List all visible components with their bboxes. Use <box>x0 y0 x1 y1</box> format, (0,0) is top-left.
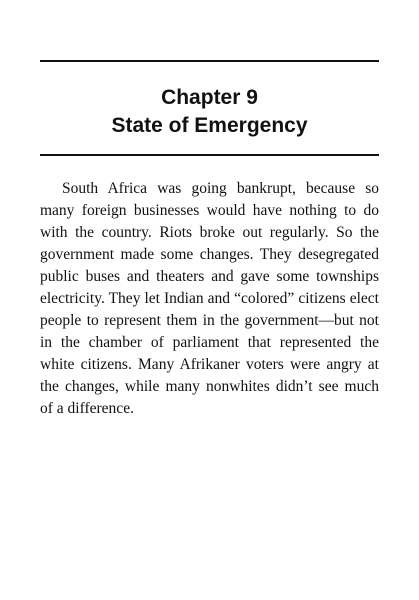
bottom-rule <box>40 154 379 156</box>
chapter-number: Chapter 9 <box>161 86 258 109</box>
top-rule <box>40 60 379 62</box>
body-paragraph: South Africa was going bankrupt, because so many foreign businesses would have nothing to do with the country. Riots broke out regularly. So the government made some changes. They desegregated public buses and theaters and gave some townships electricity. They let Indian and “colored” citizens elect people to represent them in the government—but not in the chamber of parliament that represented the white citizens. Many Afrikaner voters were angry at the changes, while many nonwhites didn’t see much of a difference. <box>40 180 379 417</box>
chapter-title: State of Emergency <box>111 114 308 137</box>
